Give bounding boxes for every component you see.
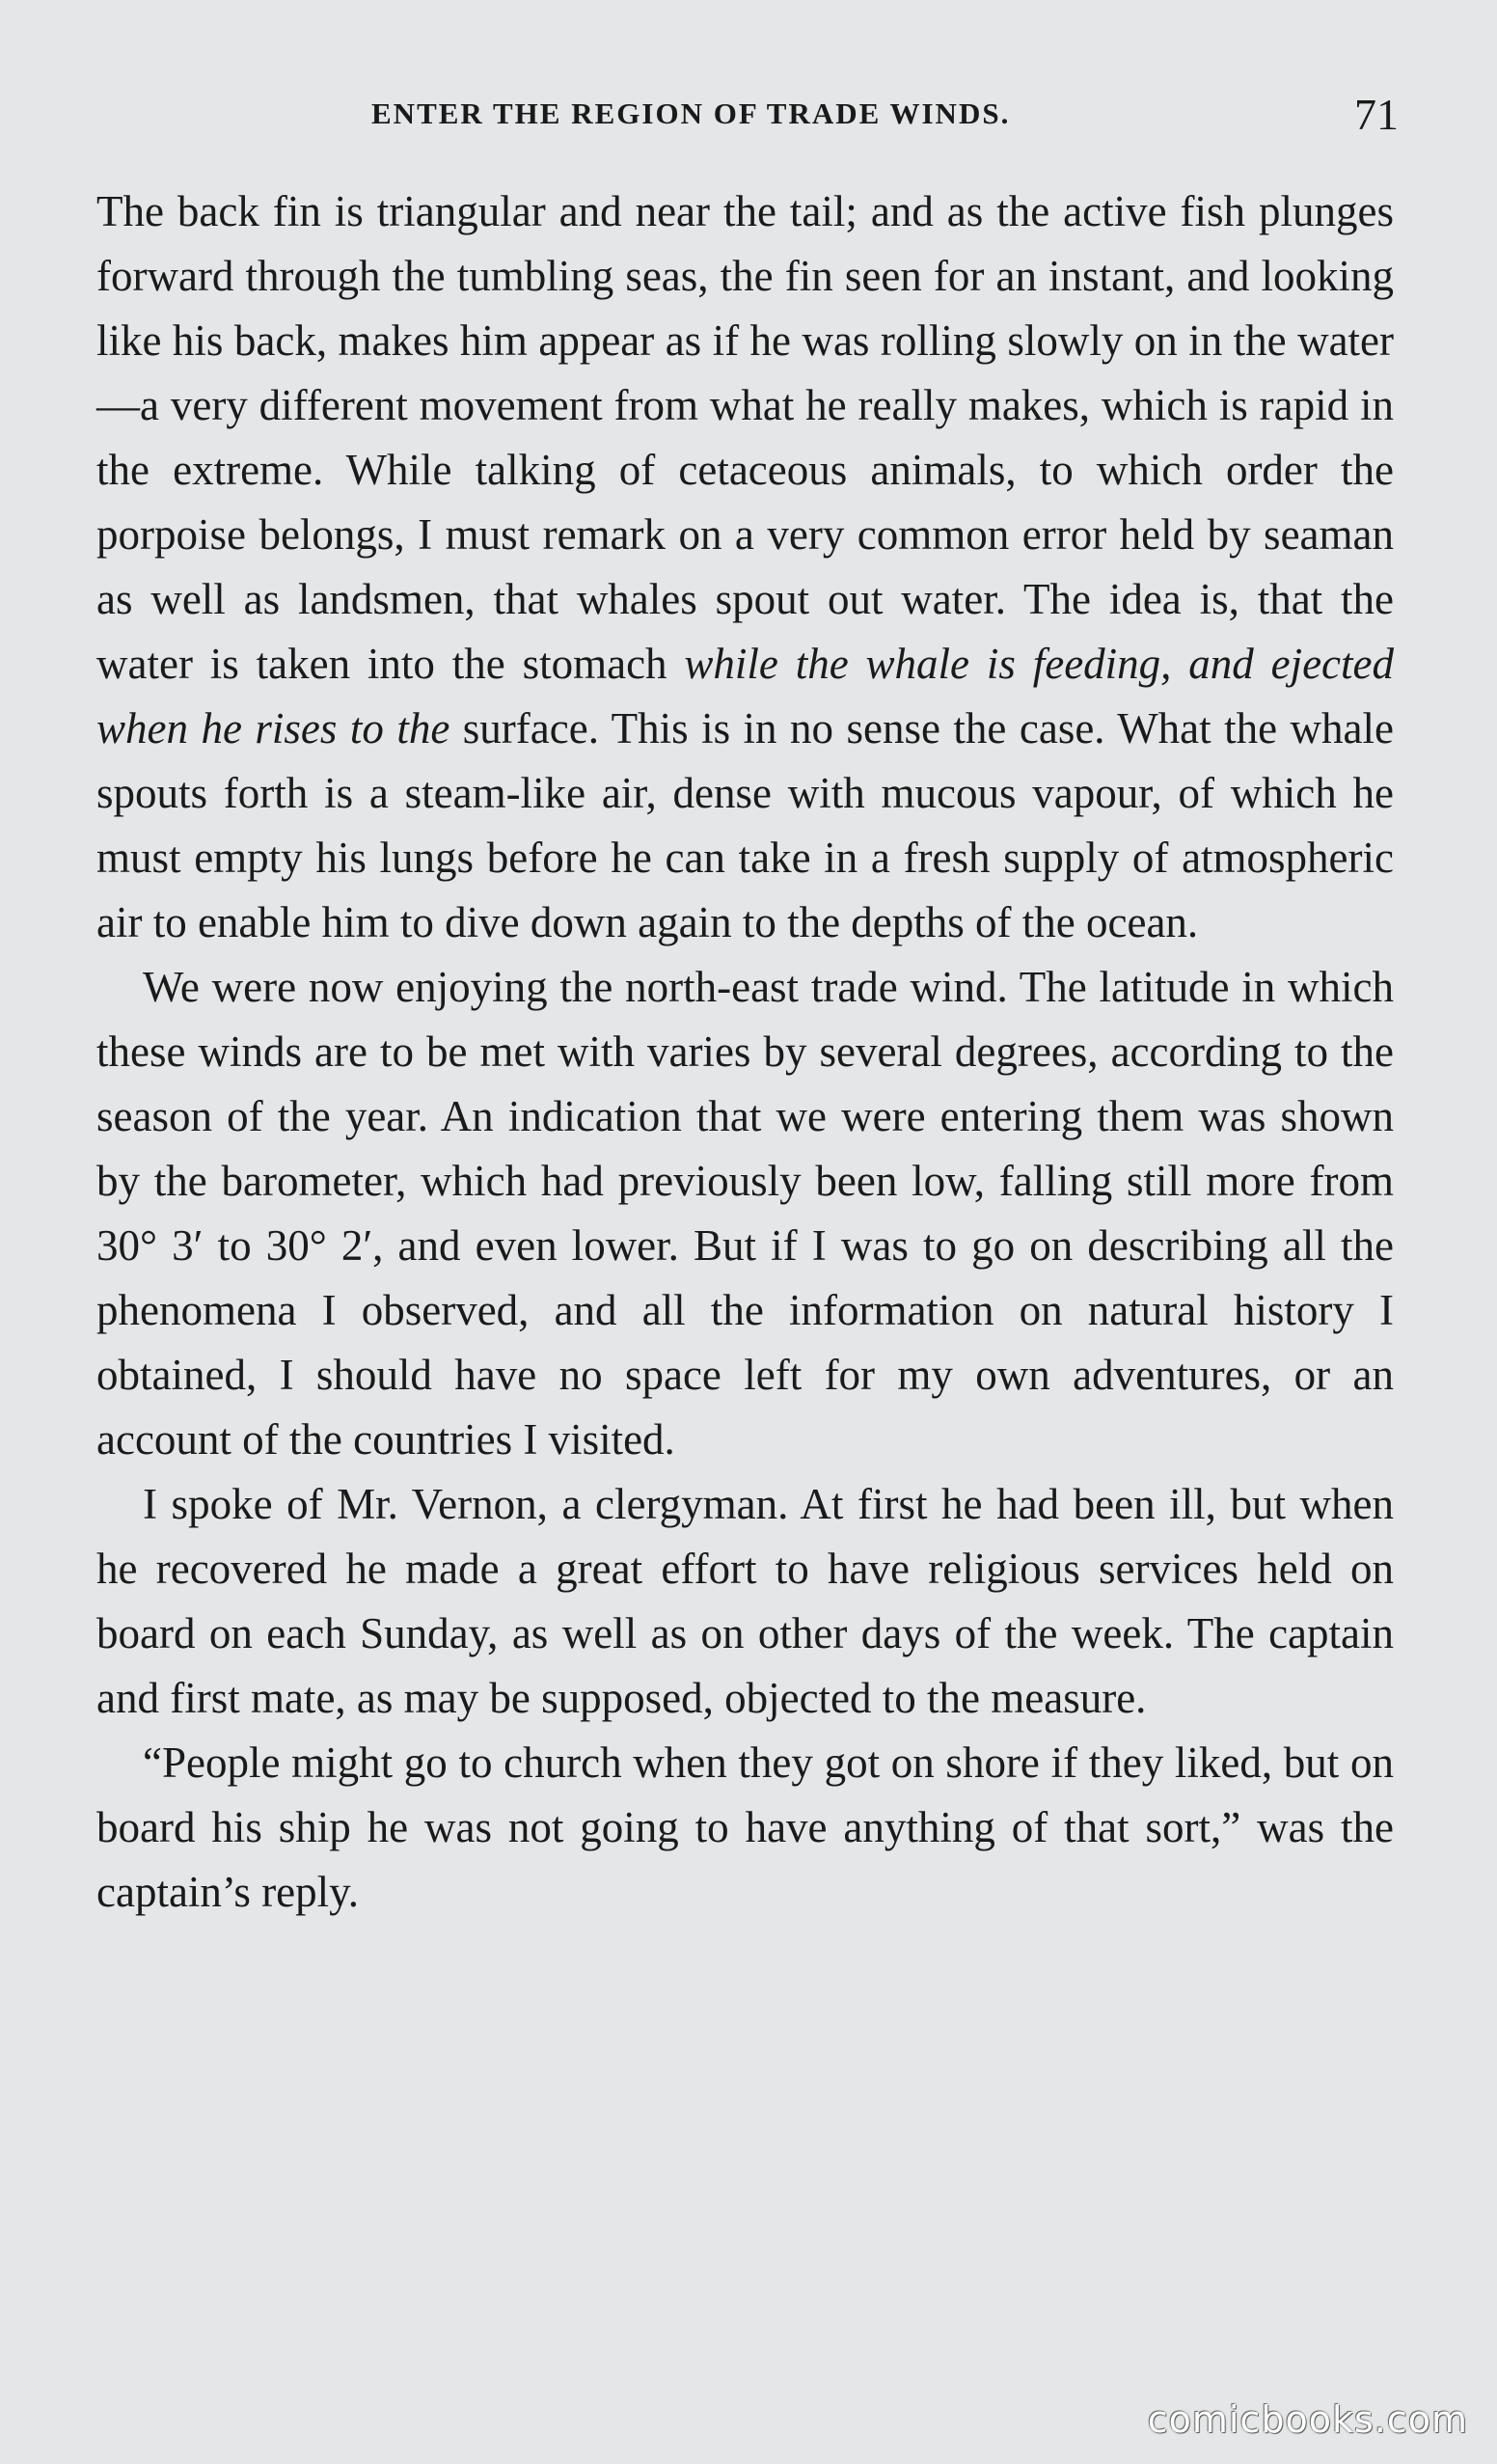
body-text xyxy=(96,179,1394,1925)
paragraph-1-text-end: surface. This is in no sense the case. What the whale spouts forth is a steam-like air, dense with mucous vapour, of which he must empty his lungs before he can take in a fresh supply of atmospheric air to enable him to dive down again to the depths of the ocean. xyxy=(96,704,1395,946)
page-number: 71 xyxy=(1354,90,1399,139)
page-header xyxy=(96,89,1399,143)
watermark: comicbooks.com xyxy=(1147,2398,1468,2441)
running-head: ENTER THE REGION OF TRADE WINDS. xyxy=(371,96,1011,130)
paragraph-1-text: The back fin is triangular and near the tail; and as the active fish plunges forward through the tumbling seas, the fin seen for an instant, and looking like his back, makes him appear as if he was rolling slowly on in the water—a very different movement from what he really makes, which is rapid in the extreme. While talking of cetaceous animals, to which order the porpoise belongs, I must remark on a very common error held by seaman as well as landsmen, that whales spout out water. The idea is, that the water is taken into the stomach xyxy=(96,187,1394,688)
paragraph-1 xyxy=(96,179,1394,955)
paragraph-1-italic-text: while the whale is feeding, and ejected when he rises to the xyxy=(96,640,1395,753)
paragraph-3: I spoke of Mr. Vernon, a clergyman. At first he had been ill, but when he recovered he made a great effort to have religious services held on board on each Sunday, as well as on other days of the week. The captain and first mate, as may be supposed, objected to the measure. xyxy=(96,1480,1394,1722)
paragraph-4: “People might go to church when they got on shore if they liked, but on board his ship he was not going to have anything of that sort,” was the captain’s reply. xyxy=(96,1738,1394,1916)
paragraph-2: We were now enjoying the north-east trade wind. The latitude in which these winds are to be met with varies by several degrees, according to the season of the year. An indication that we were entering them was shown by the barometer, which had previously been low, falling still more from 30° 3′ to 30° 2′, and even lower. But if I was to go on describing all the phenomena I observed, and all the information on natural history I obtained, I should have no space left for my own adventures, or an account of the countries I visited. xyxy=(96,963,1394,1464)
